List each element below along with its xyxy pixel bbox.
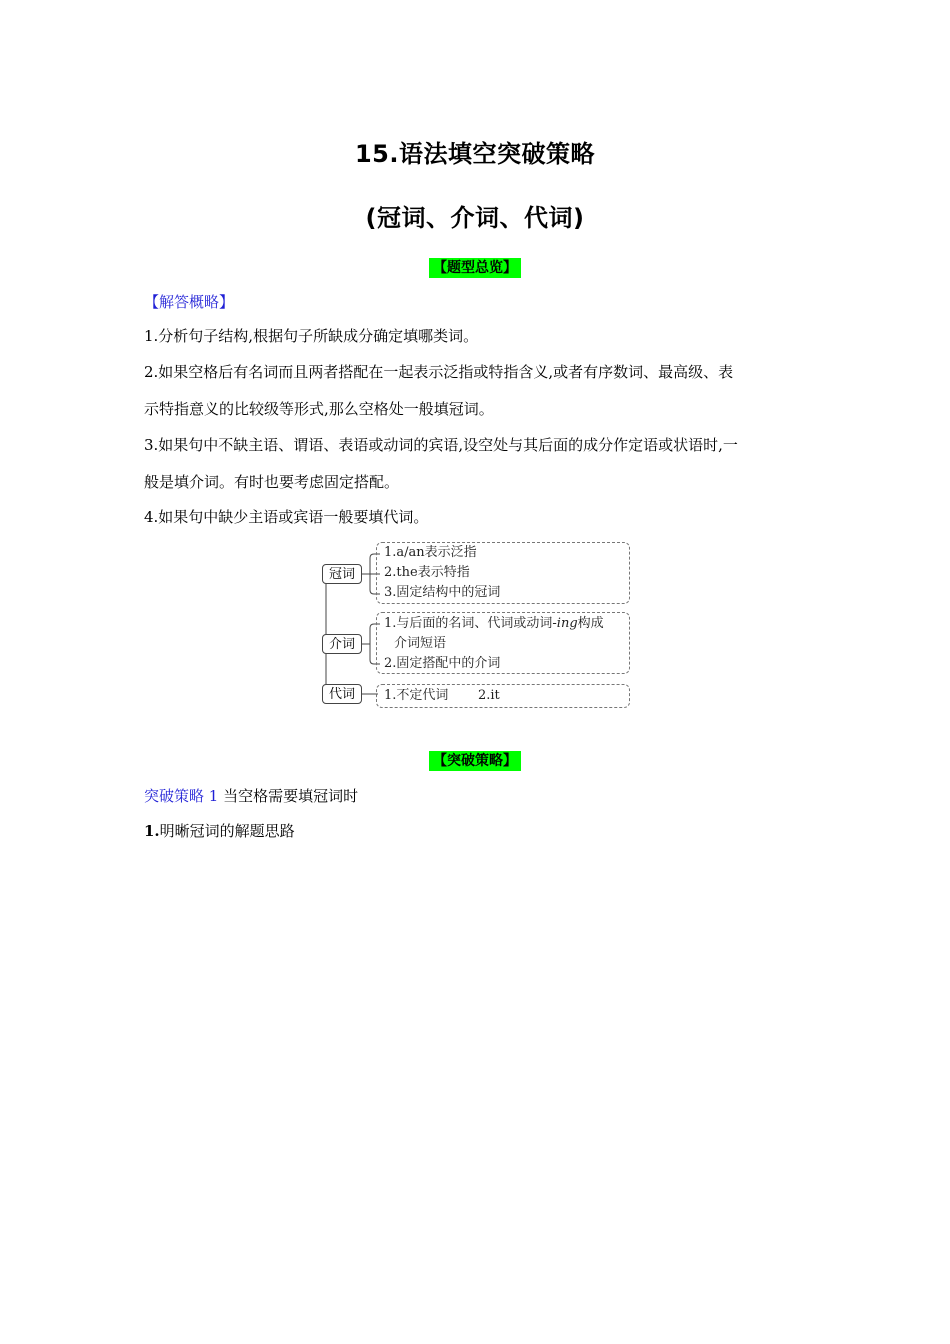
strategy-1-text: 当空格需要填冠词时 — [223, 787, 359, 805]
word-class-diagram — [318, 538, 634, 714]
point-1-num: 1. — [144, 822, 160, 840]
pronoun-node: 代词 — [322, 684, 362, 704]
preposition-item-1: 1.与后面的名词、代词或动词-ing构成 — [384, 616, 604, 631]
article-item-3: 3.固定结构中的冠词 — [384, 585, 501, 600]
strategy-badge-row — [0, 750, 950, 771]
outline-point-4: 4.如果句中缺少主语或宾语一般要填代词。 — [144, 508, 429, 526]
page-title: 15.语法填空突破策略 — [354, 140, 595, 168]
outline-point-3b: 般是填介词。有时也要考虑固定搭配。 — [144, 473, 400, 491]
overview-badge-row — [0, 257, 950, 278]
strategy-badge: 【突破策略】 — [429, 751, 521, 771]
outline-point-1: 1.分析句子结构,根据句子所缺成分确定填哪类词。 — [144, 327, 479, 345]
pronoun-item-2: 2.it — [478, 688, 500, 703]
article-item-2: 2.the表示特指 — [384, 565, 470, 580]
pronoun-item-1: 1.不定代词 — [384, 688, 449, 703]
point-1-line — [144, 821, 814, 841]
preposition-item-2: 2.固定搭配中的介词 — [384, 656, 501, 671]
strategy-1-line — [144, 786, 814, 806]
outline-point-3a: 3.如果句中不缺主语、谓语、表语或动词的宾语,设空处与其后面的成分作定语或状语时,一 — [144, 436, 738, 454]
article-node: 冠词 — [322, 564, 362, 584]
overview-badge: 【题型总览】 — [429, 258, 521, 278]
strategy-1-label: 突破策略 1 — [144, 787, 219, 805]
preposition-item-1-cont: 介词短语 — [394, 636, 447, 651]
preposition-node: 介词 — [322, 634, 362, 654]
outline-point-2a: 2.如果空格后有名词而且两者搭配在一起表示泛指或特指含义,或者有序数词、最高级、表 — [144, 363, 734, 381]
outline-point-2b: 示特指意义的比较级等形式,那么空格处一般填冠词。 — [144, 400, 494, 418]
answer-outline-heading: 【解答概略】 — [144, 293, 235, 311]
page-subtitle: (冠词、介词、代词) — [365, 204, 585, 232]
point-1-text: 明晰冠词的解题思路 — [159, 822, 295, 840]
article-item-1: 1.a/an表示泛指 — [384, 545, 477, 560]
